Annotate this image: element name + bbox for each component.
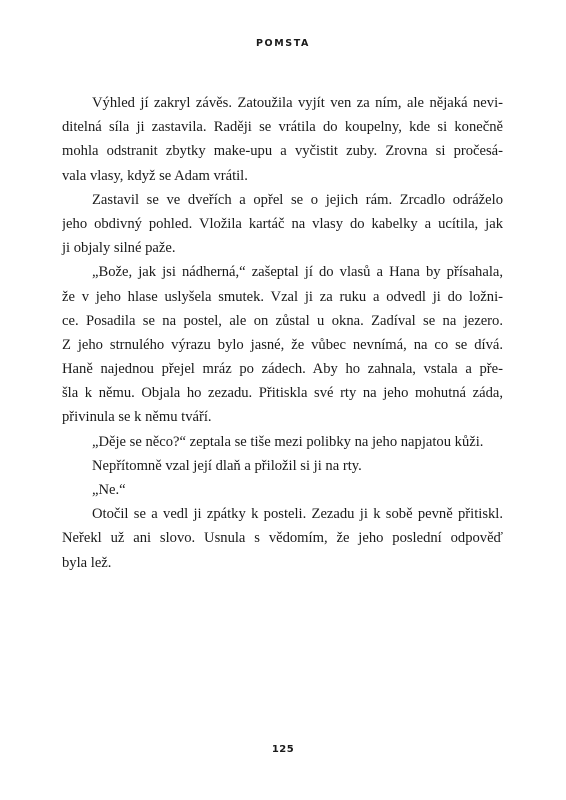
text-line: Otočil se a vedl ji zpátky k posteli. Zezadu ji k sobě pevně přitiskl. bbox=[92, 506, 503, 523]
text-line: byla lež. bbox=[62, 554, 112, 571]
text-line: ji objaly silné paže. bbox=[62, 240, 176, 257]
text-line: Z jeho strnulého výrazu bylo jasné, že vůbec nevnímá, na co se dívá. bbox=[62, 336, 503, 353]
text-line: vala vlasy, když se Adam vrátil. bbox=[62, 167, 248, 184]
page-number: 125 bbox=[271, 744, 295, 755]
text-line: Zastavil se ve dveřích a opřel se o jejich rám. Zrcadlo odráželo bbox=[92, 191, 503, 208]
text-line: Výhled jí zakryl závěs. Zatoužila vyjít ven za ním, ale nějaká nevi- bbox=[92, 95, 503, 111]
text-line: ditelná síla ji zastavila. Raději se vrátila do koupelny, kde si konečně bbox=[62, 119, 503, 136]
running-header: POMSTA bbox=[255, 38, 311, 49]
text-line: přivinula se k němu tváří. bbox=[62, 409, 212, 426]
text-line: „Ne.“ bbox=[92, 482, 126, 498]
text-line: „Děje se něco?“ zeptala se tiše mezi polibky na jeho napjatou kůži. bbox=[92, 433, 484, 450]
body-text bbox=[62, 91, 503, 575]
text-line: šla k němu. Objala ho zezadu. Přitiskla své rty na jeho mohutná záda, bbox=[62, 385, 503, 402]
text-line: ce. Posadila se na postel, ale on zůstal u okna. Zadíval se na jezero. bbox=[62, 312, 503, 329]
text-line: Neřekl už ani slovo. Usnula s vědomím, že jeho poslední odpověď bbox=[62, 530, 503, 547]
text-line: „Bože, jak jsi nádherná,“ zašeptal jí do vlasů a Hana by přísahala, bbox=[92, 264, 503, 281]
text-line: že v jeho hlase uslyšela smutek. Vzal ji za ruku a odvedl ji do ložni- bbox=[62, 288, 503, 305]
text-line: jeho obdivný pohled. Vložila kartáč na vlasy do kabelky a ucítila, jak bbox=[62, 215, 503, 232]
text-line: mohla odstranit zbytky make-upu a vyčistit zuby. Zrovna si pročesá- bbox=[62, 143, 503, 160]
text-line: Haně najednou přejel mráz po zádech. Aby ho zahnala, vstala a pře- bbox=[62, 361, 503, 378]
text-line: Nepřítomně vzal její dlaň a přiložil si ji na rty. bbox=[92, 457, 362, 474]
